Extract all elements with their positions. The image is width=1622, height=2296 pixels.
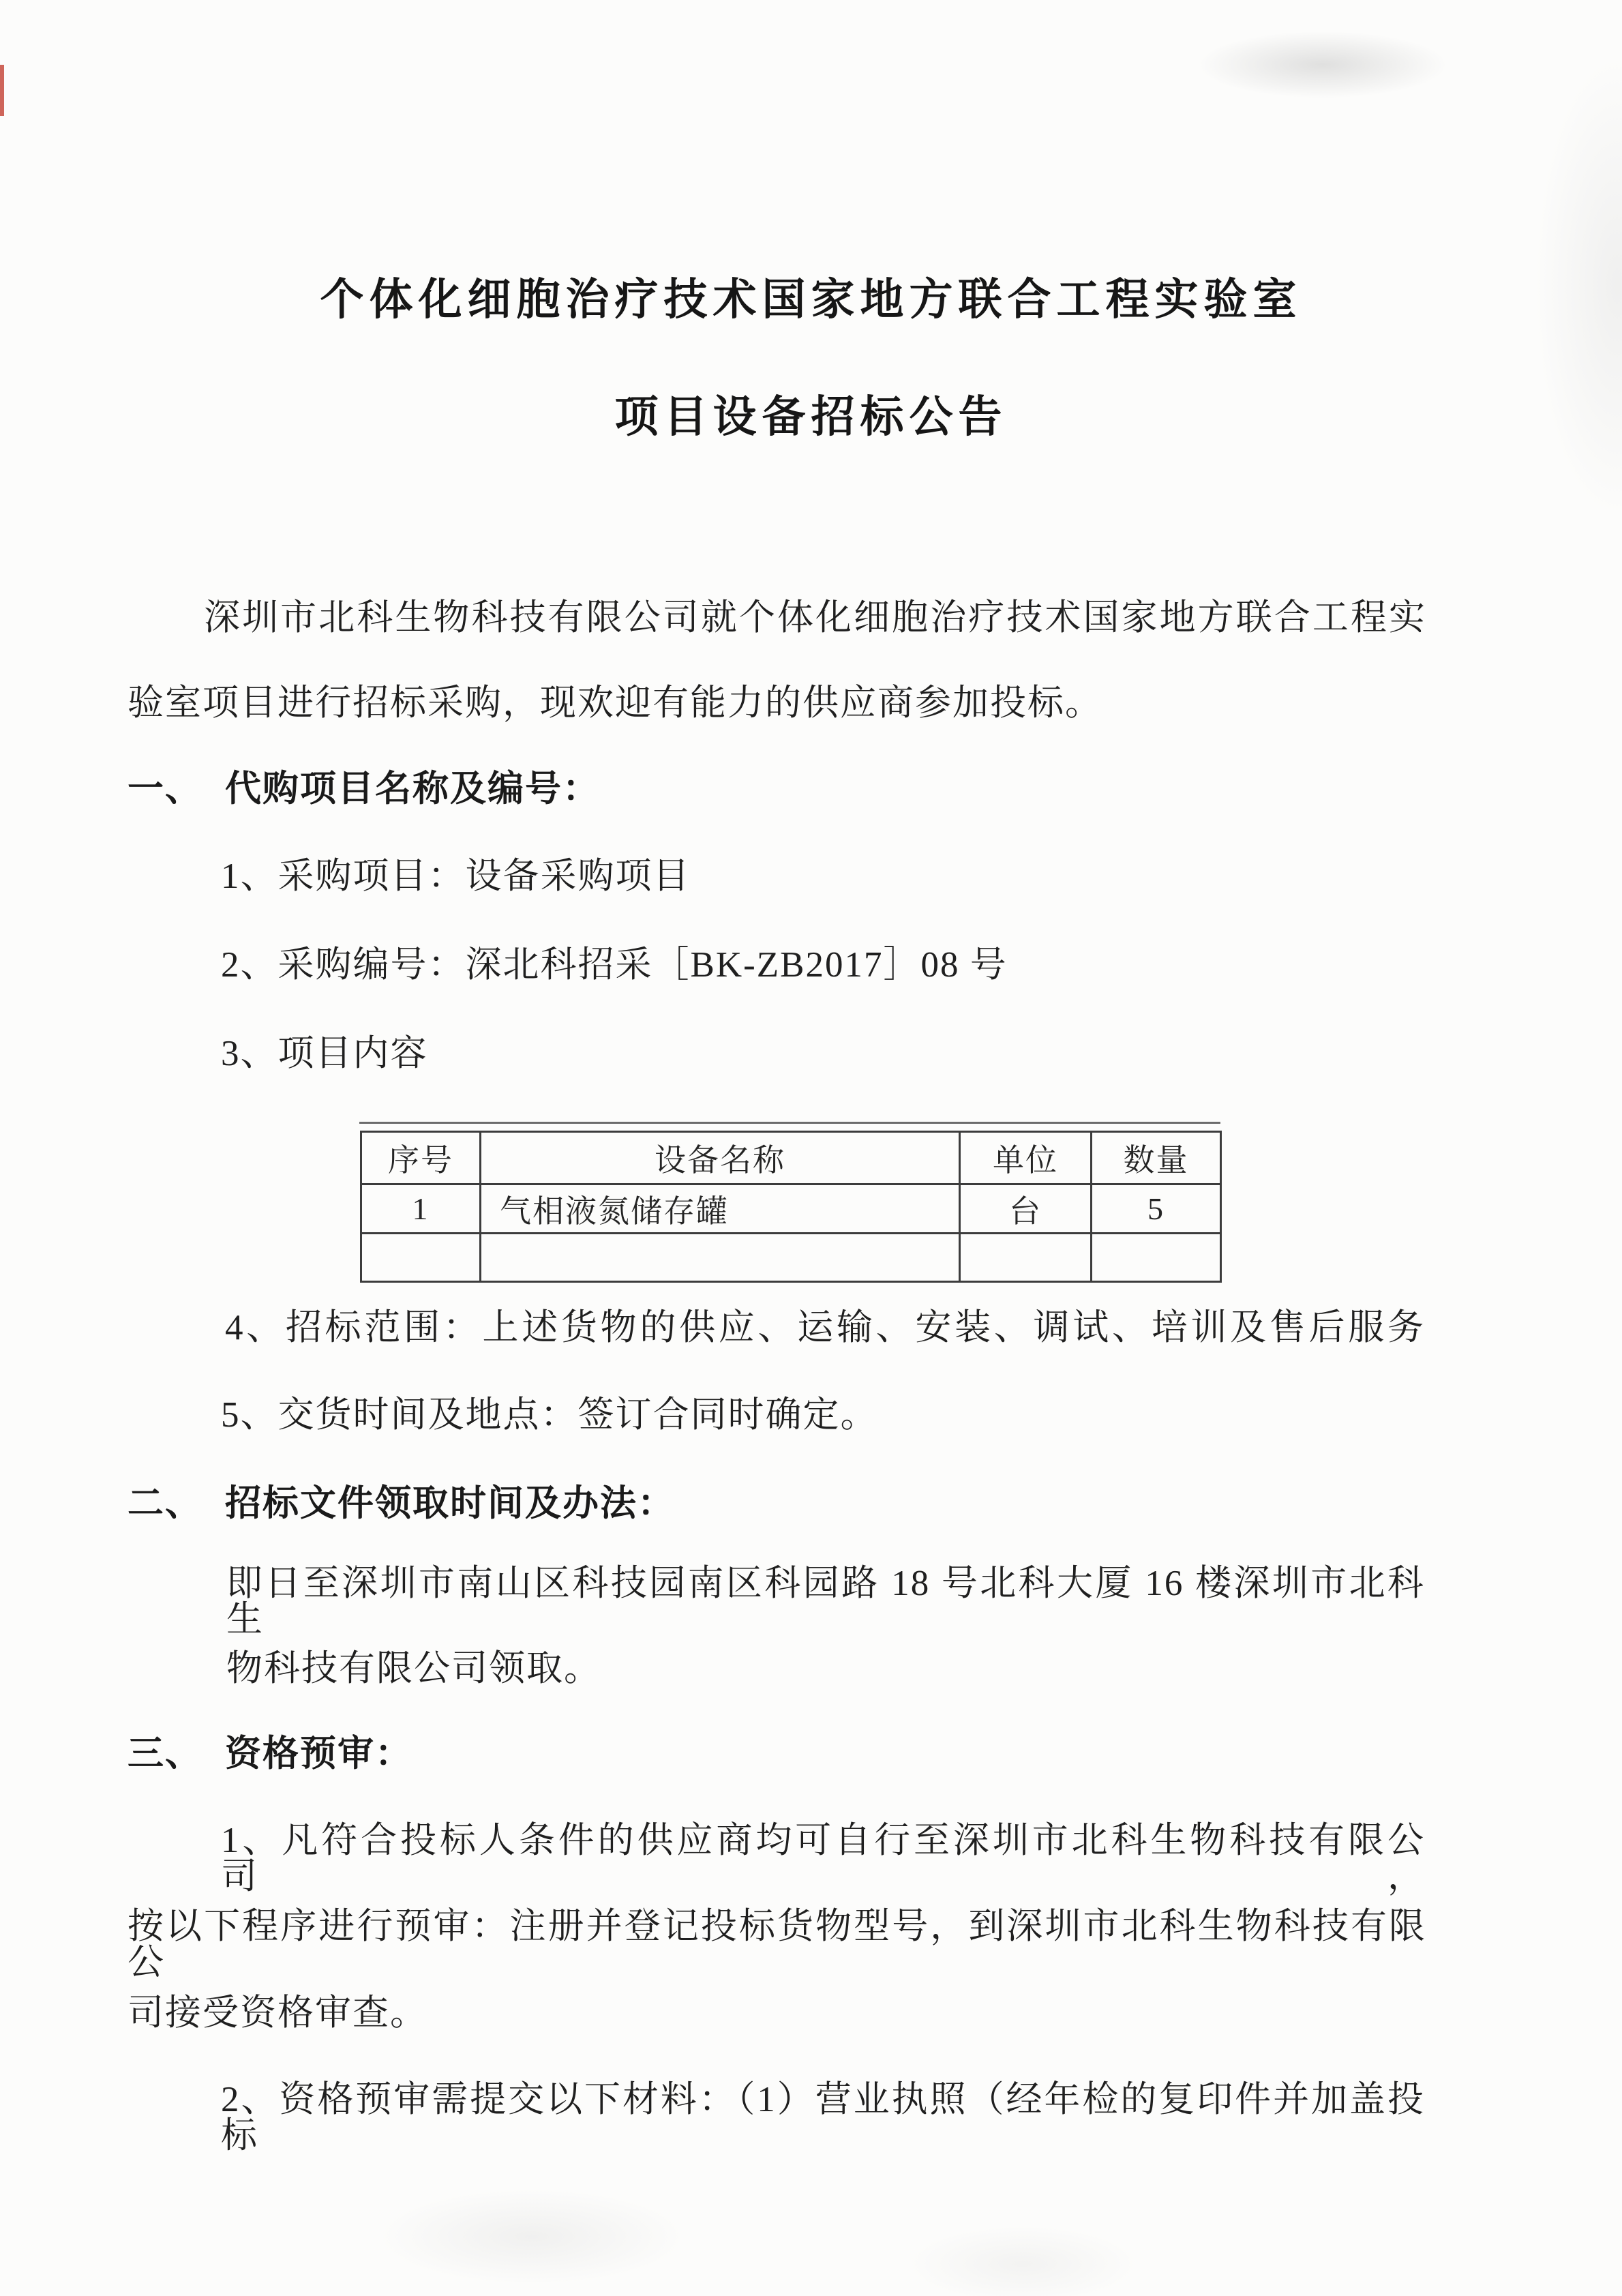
col-header-equipment-name: 设备名称 [481,1132,960,1184]
section2-heading [127,1486,675,1522]
section2-heading-text: 招标文件领取时间及办法： [225,1484,675,1523]
equipment-table-grid [360,1131,1222,1283]
table-top-ghost-line [359,1122,1220,1124]
section1-heading [127,771,600,807]
cell-index: 1 [361,1184,481,1234]
cell-index-empty [361,1234,481,1282]
scan-artifact-red-mark [0,65,4,116]
section1-item3: 3、项目内容 [221,1034,428,1073]
section1-number: 一、 [127,769,202,809]
equipment-table [360,1131,1220,1283]
document-title-line2: 项目设备招标公告 [614,393,1008,441]
table-header-row [361,1132,1221,1184]
document-title-line1: 个体化细胞治疗技术国家地方联合工程实验室 [320,275,1302,324]
cell-equipment-name: 气相液氮储存罐 [481,1184,960,1234]
table-row-empty [361,1234,1221,1282]
section1-item5: 5、交货时间及地点：签订合同时确定。 [221,1395,878,1435]
cell-quantity-empty [1092,1234,1221,1282]
section1-item4: 4、招标范围：上述货物的供应、运输、安装、调试、培训及售后服务 [225,1308,1425,1347]
cell-unit-empty [960,1234,1092,1282]
intro-paragraph-line2: 验室项目进行招标采购，现欢迎有能力的供应商参加投标。 [127,683,1102,723]
section3-item2-line1: 2、资格预审需提交以下材料：（1）营业执照（经年检的复印件并加盖投标 [221,2080,1425,2156]
col-header-unit: 单位 [960,1132,1092,1184]
section3-item1-line3: 司接受资格审查。 [127,1993,427,2033]
col-header-quantity: 数量 [1092,1132,1221,1184]
cell-quantity: 5 [1092,1184,1221,1234]
section3-item1-line1: 1、凡符合投标人条件的供应商均可自行至深圳市北科生物科技有限公司， [221,1821,1425,1896]
cell-unit: 台 [960,1184,1092,1234]
col-header-index: 序号 [361,1132,481,1184]
section3-heading [127,1736,412,1772]
section1-item2: 2、采购编号：深北科招采［BK-ZB2017］08 号 [221,945,1008,985]
section3-item1-line2: 按以下程序进行预审：注册并登记投标货物型号，到深圳市北科生物科技有限公 [127,1907,1426,1982]
section2-number: 二、 [127,1484,202,1523]
table-row [361,1184,1221,1234]
section2-body-line1: 即日至深圳市南山区科技园南区科园路 18 号北科大厦 16 楼深圳市北科生 [226,1564,1425,1639]
section1-heading-text: 代购项目名称及编号： [225,769,600,809]
section1-item1: 1、采购项目：设备采购项目 [221,856,691,896]
intro-paragraph-line1: 深圳市北科生物科技有限公司就个体化细胞治疗技术国家地方联合工程实 [204,598,1426,638]
section3-heading-text: 资格预审： [225,1734,412,1774]
section2-body-line2: 物科技有限公司领取。 [226,1649,601,1688]
section3-number: 三、 [127,1734,202,1774]
cell-equipment-name-empty [481,1234,960,1282]
